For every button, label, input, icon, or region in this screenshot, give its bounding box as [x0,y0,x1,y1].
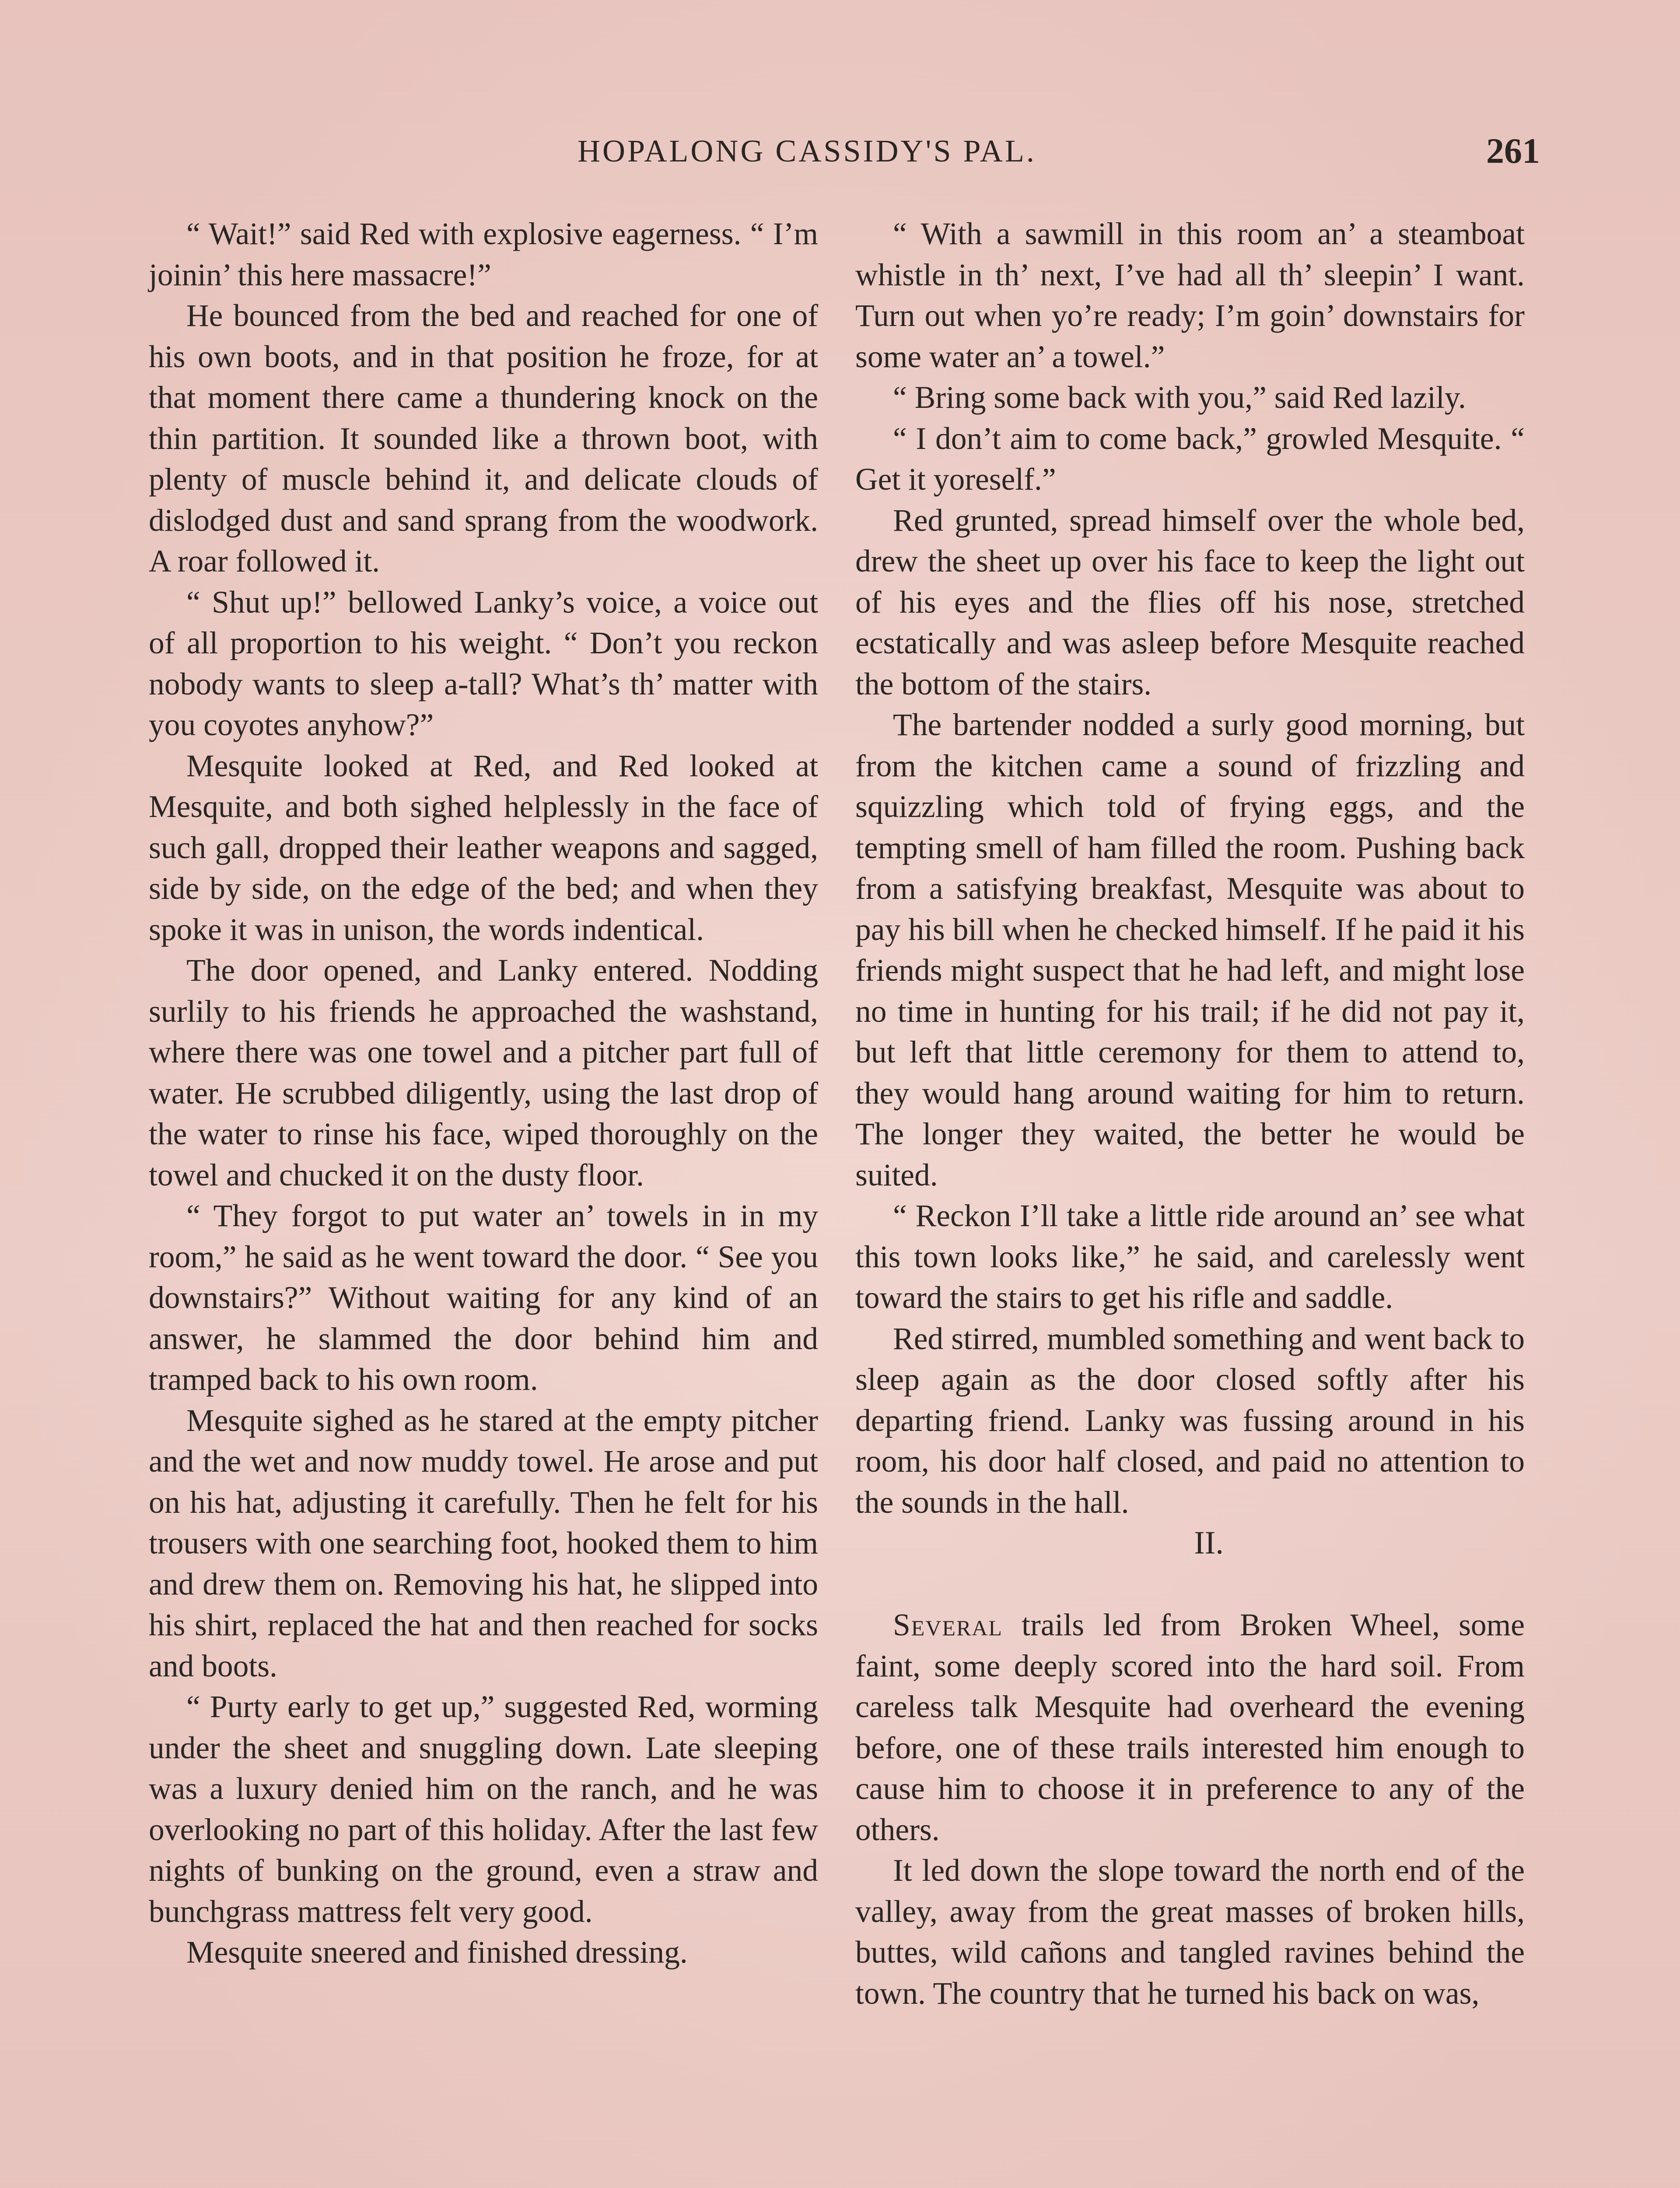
paragraph: “ Bring some back with you,” said Red lazily. [893,380,1466,415]
left-column [149,214,818,1973]
paragraph: “ Shut up!” bellowed Lanky’s voice, a voice out of all proportion to his weight. “ Don’t you reckon nobody wants to sleep a-tall? What’s th’ matter with you coyotes anyhow?” [149,585,818,742]
page-header [578,133,1540,181]
paragraph: “ I don’t aim to come back,” growled Mesquite. “ Get it yoreself.” [855,421,1525,497]
paragraph: Red stirred, mumbled something and went back to sleep again as the door closed softly after his departing friend. Lanky was fussing around in his room, his door half closed, and paid no attention to the sounds in the hall. [855,1321,1525,1520]
running-title: HOPALONG CASSIDY'S PAL. [578,133,1036,168]
paragraph: It led down the slope toward the north end of the valley, away from the great masses of broken hills, buttes, wild cañons and tangled ravines behind the town. The country that he turned his back on was, [855,1853,1525,2011]
paragraph: “ They forgot to put water an’ towels in in my room,” he said as he went toward the door. “ See you downstairs?” Without waiting for any kind of an answer, he slammed the door behind him and tramped back to his own room. [149,1199,818,1397]
section-opening-word: Several [893,1608,1003,1642]
paragraph: “ Reckon I’ll take a little ride around an’ see what this town looks like,” he said, and carelessly went toward the stairs to get his rifle and saddle. [855,1199,1525,1315]
paragraph [855,1605,1525,1850]
paragraph: Mesquite looked at Red, and Red looked at Mesquite, and both sighed helplessly in the face of such gall, dropped their leather weapons and sagged, side by side, on the edge of the bed; and when they spoke it was in unison, the words indentical. [149,748,818,947]
section-heading: II. [1194,1525,1224,1561]
paragraph: He bounced from the bed and reached for one of his own boots, and in that position he froze, for at that moment there came a thundering knock on the thin partition. It sounded like a thrown boot, with plenty of muscle behind it, and delicate clouds of dislodged dust and sand sprang from the woodwork. A roar followed it. [149,298,818,579]
section-opening-text: trails led from Broken Wheel, some faint, some deeply scored into the hard soil. From careless talk Mesquite had overheard the evening before, one of these trails interested him enough to cause him to choose it in preference to any of the others. [855,1608,1525,1847]
paragraph: “ With a sawmill in this room an’ a steamboat whistle in th’ next, I’ve had all th’ sleepin’ I want. Turn out when yo’re ready; I’m goin’ downstairs for some water an’ a towel.” [855,217,1525,374]
paragraph: The door opened, and Lanky entered. Nodding surlily to his friends he approached the washstand, where there was one towel and a pitcher part full of water. He scrubbed diligently, using the last drop of the water to rinse his face, wiped thoroughly on the towel and chucked it on the dusty floor. [149,953,818,1192]
paragraph: The bartender nodded a surly good morning, but from the kitchen came a sound of frizzling and squizzling which told of frying eggs, and the tempting smell of ham filled the room. Pushing back from a satisfying breakfast, Mesquite was about to pay his bill when he checked himself. If he paid it his friends might suspect that he had left, and might lose no time in hunting for his trail; if he did not pay it, but left that little ceremony for them to attend to, they would hang around waiting for him to return. The longer they waited, the better he would be suited. [855,708,1525,1192]
paragraph: Red grunted, spread himself over the whole bed, drew the sheet up over his face to keep the light out of his eyes and the flies off his nose, stretched ecstatically and was asleep before Mesquite reached the bottom of the stairs. [855,503,1525,701]
paragraph: Mesquite sneered and finished dressing. [186,1935,688,1970]
paragraph: “ Wait!” said Red with explosive eagerness. “ I’m joinin’ this here massacre!” [149,217,818,292]
paragraph: “ Purty early to get up,” suggested Red, worming under the sheet and snuggling down. Late sleeping was a luxury denied him on the ranch, and he was overlooking no part of this holiday. After the last few nights of bunking on the ground, even a straw and bunchgrass mattress felt very good. [149,1690,818,1929]
right-column [855,214,1525,2014]
paragraph: Mesquite sighed as he stared at the empty pitcher and the wet and now muddy towel. He arose and put on his hat, adjusting it carefully. Then he felt for his trousers with one searching foot, hooked them to him and drew them on. Removing his hat, he slipped into his shirt, replaced the hat and then reached for socks and boots. [149,1403,818,1683]
page-number: 261 [1486,131,1540,171]
